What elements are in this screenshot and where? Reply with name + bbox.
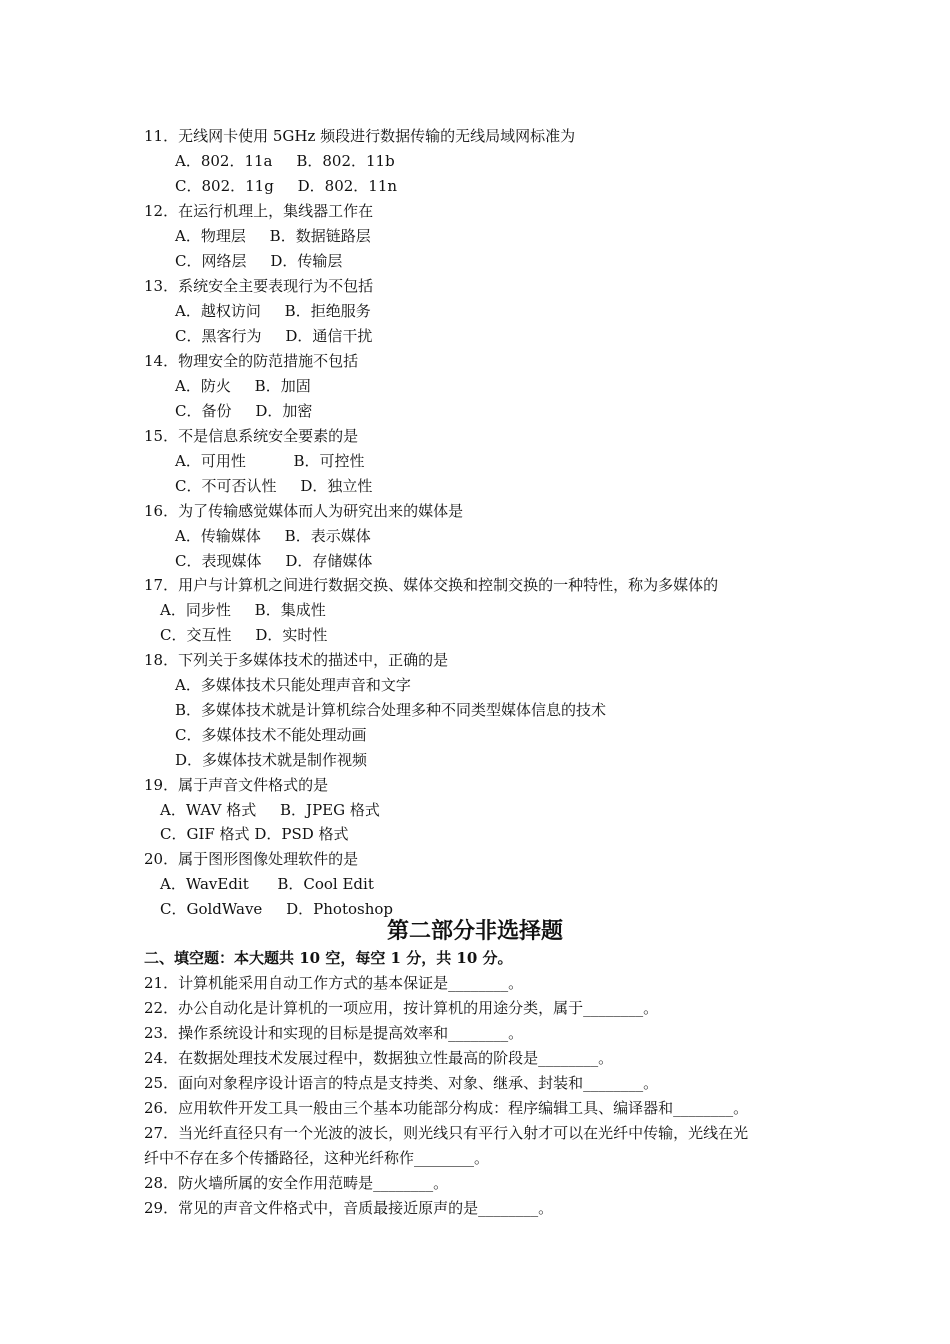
question-16-options-row2: C．表现媒体 D．存储媒体 (175, 552, 373, 570)
question-15-stem: 15．不是信息系统安全要素的是 (144, 427, 359, 445)
question-13-stem: 13．系统安全主要表现行为不包括 (144, 277, 374, 295)
question-26: 26．应用软件开发工具一般由三个基本功能部分构成：程序编辑工具、编译器和________。 (144, 1099, 749, 1117)
question-15-options-row1: A．可用性 B．可控性 (175, 452, 365, 470)
question-18-option-c: C．多媒体技术不能处理动画 (175, 726, 367, 744)
question-14-stem: 14．物理安全的防范措施不包括 (144, 352, 359, 370)
question-13-options-row2: C．黑客行为 D．通信干扰 (175, 327, 373, 345)
question-20-options-row1: A．WavEdit B．Cool Edit (160, 875, 374, 893)
question-16-stem: 16．为了传输感觉媒体而人为研究出来的媒体是 (144, 502, 464, 520)
part2-title: 第二部分非选择题 (386, 919, 563, 944)
question-17-options-row1: A．同步性 B．集成性 (160, 601, 326, 619)
question-18-option-a: A．多媒体技术只能处理声音和文字 (175, 676, 411, 694)
question-23: 23．操作系统设计和实现的目标是提高效率和________。 (144, 1024, 524, 1042)
question-28: 28．防火墙所属的安全作用范畴是________。 (144, 1174, 449, 1192)
question-20-options-row2: C．GoldWave D．Photoshop (160, 900, 393, 918)
question-12-options-row2: C．网络层 D．传输层 (175, 252, 343, 270)
question-27-line1: 27．当光纤直径只有一个光波的波长，则光线只有平行入射才可以在光纤中传输，光线在光 (144, 1124, 749, 1142)
question-15-options-row2: C．不可否认性 D．独立性 (175, 477, 373, 495)
question-11-options-row2: C．802．11g D．802．11n (175, 177, 398, 195)
question-13-options-row1: A．越权访问 B．拒绝服务 (175, 302, 371, 320)
question-24: 24．在数据处理技术发展过程中，数据独立性最高的阶段是________。 (144, 1049, 614, 1067)
question-12-options-row1: A．物理层 B．数据链路层 (175, 227, 371, 245)
question-16-options-row1: A．传输媒体 B．表示媒体 (175, 527, 371, 545)
question-11-options-row1: A．802．11a B．802．11b (175, 152, 395, 170)
question-17-options-row2: C．交互性 D．实时性 (160, 626, 328, 644)
question-14-options-row2: C．备份 D．加密 (175, 402, 313, 420)
question-19-options-row1: A．WAV 格式 B．JPEG 格式 (160, 801, 380, 819)
question-22: 22．办公自动化是计算机的一项应用，按计算机的用途分类，属于________。 (144, 999, 659, 1017)
question-29: 29．常见的声音文件格式中，音质最接近原声的是________。 (144, 1199, 554, 1217)
question-18-stem: 18．下列关于多媒体技术的描述中，正确的是 (144, 651, 449, 669)
fill-in-section-heading: 二、填空题：本大题共 10 空，每空 1 分，共 10 分。 (144, 949, 513, 967)
question-11-stem: 11．无线网卡使用 5GHz 频段进行数据传输的无线局域网标准为 (144, 127, 576, 145)
question-25: 25．面向对象程序设计语言的特点是支持类、对象、继承、封装和________。 (144, 1074, 659, 1092)
question-19-options-row2: C．GIF 格式 D．PSD 格式 (160, 825, 349, 843)
question-14-options-row1: A．防火 B．加固 (175, 377, 311, 395)
question-17-stem: 17．用户与计算机之间进行数据交换、媒体交换和控制交换的一种特性，称为多媒体的 (144, 576, 719, 594)
question-18-option-d: D．多媒体技术就是制作视频 (175, 751, 368, 769)
question-20-stem: 20．属于图形图像处理软件的是 (144, 850, 359, 868)
question-19-stem: 19．属于声音文件格式的是 (144, 776, 329, 794)
question-27-line2: 纤中不存在多个传播路径，这种光纤称作________。 (144, 1149, 490, 1167)
question-12-stem: 12．在运行机理上，集线器工作在 (144, 202, 374, 220)
question-18-option-b: B．多媒体技术就是计算机综合处理多种不同类型媒体信息的技术 (175, 701, 607, 719)
question-21: 21．计算机能采用自动工作方式的基本保证是________。 (144, 974, 524, 992)
